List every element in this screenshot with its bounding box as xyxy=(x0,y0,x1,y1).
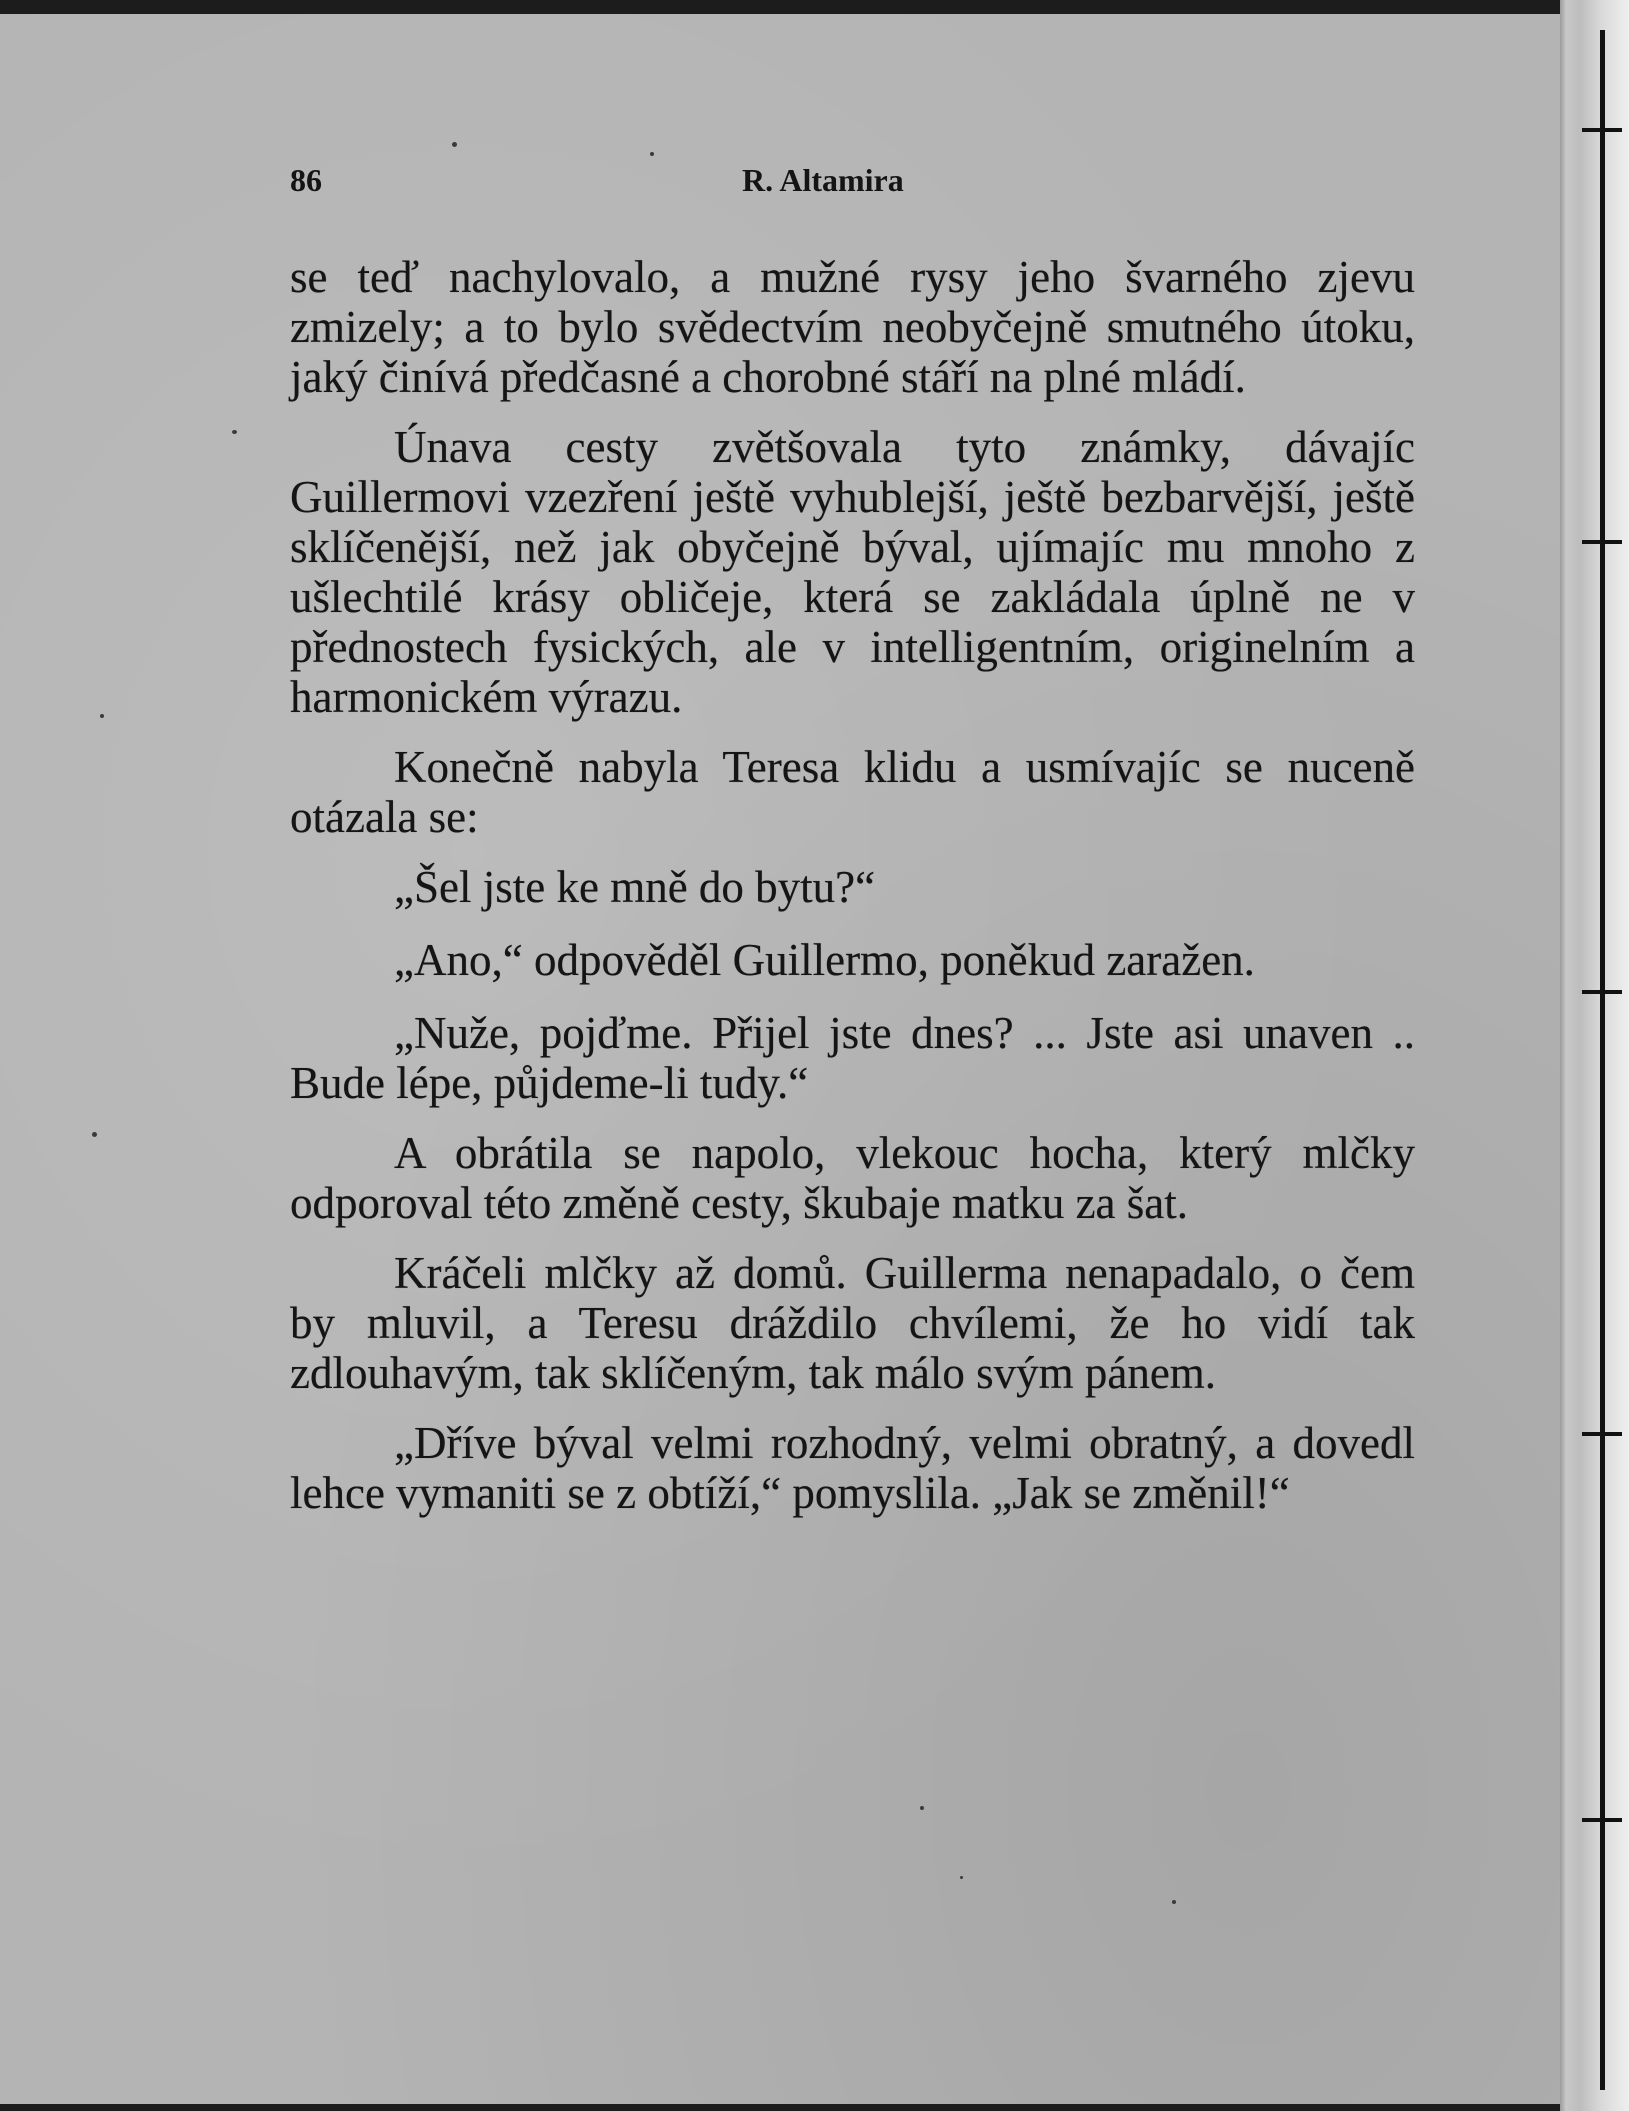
paragraph: „Šel jste ke mně do bytu?“ xyxy=(394,862,876,912)
book-page xyxy=(0,14,1560,2104)
paragraph: se teď nachylovalo, a mužné rysy jeho švarného zjevu zmizely; a to bylo svědectvím neobyčejně smutného útoku, jaký činívá předčasné a chorobné stáří na plné mládí. xyxy=(290,252,1415,402)
scan-speck xyxy=(92,1132,97,1137)
edge-mark xyxy=(1582,1818,1622,1822)
scan-speck xyxy=(650,152,654,156)
scan-speck xyxy=(960,1876,963,1879)
scan-speck xyxy=(920,1806,924,1810)
running-head: R. Altamira xyxy=(742,162,904,198)
paragraph: Konečně nabyla Teresa klidu a usmívajíc se nuceně otázala se: xyxy=(290,742,1415,842)
edge-mark xyxy=(1582,540,1622,544)
scan-speck xyxy=(232,430,237,434)
paragraph: A obrátila se napolo, vlekouc hocha, který mlčky odporoval této změně cesty, škubaje matku za šat. xyxy=(290,1128,1415,1228)
scan-speck xyxy=(452,142,457,147)
edge-mark xyxy=(1582,128,1622,132)
paragraph: Únava cesty zvětšovala tyto známky, dávajíc Guillermovi vzezření ještě vyhublejší, ještě bezbarvější, ještě sklíčenější, než jak obyčejně býval, ujímajíc mu mnoho z ušlechtilé krásy obličeje, která se zakládala úplně ne v přednostech fysických, ale v intelligentním, originelním a harmonickém výrazu. xyxy=(290,422,1415,722)
paragraph: „Nuže, pojďme. Přijel jste dnes? ... Jste asi unaven .. Bude lépe, půjdeme-li tudy.“ xyxy=(290,1008,1415,1108)
book-gutter-edge xyxy=(1560,0,1629,2111)
page-number: 86 xyxy=(290,162,322,198)
scan-speck xyxy=(100,714,104,718)
edge-mark xyxy=(1582,1432,1622,1436)
paragraph: Kráčeli mlčky až domů. Guillerma nenapadalo, o čem by mluvil, a Teresu dráždilo chvílemi, že ho vidí tak zdlouhavým, tak sklíčeným, tak málo svým pánem. xyxy=(290,1248,1415,1398)
scan-speck xyxy=(1172,1900,1176,1904)
page-header xyxy=(290,162,970,206)
page-edge-line xyxy=(1600,30,1605,2090)
paragraph: „Ano,“ odpověděl Guillermo, poněkud zaražen. xyxy=(394,935,1255,985)
body-text xyxy=(290,252,1415,1538)
edge-mark xyxy=(1582,990,1622,994)
paragraph: „Dříve býval velmi rozhodný, velmi obratný, a dovedl lehce vymaniti se z obtíží,“ pomyslila. „Jak se změnil!“ xyxy=(290,1418,1415,1518)
